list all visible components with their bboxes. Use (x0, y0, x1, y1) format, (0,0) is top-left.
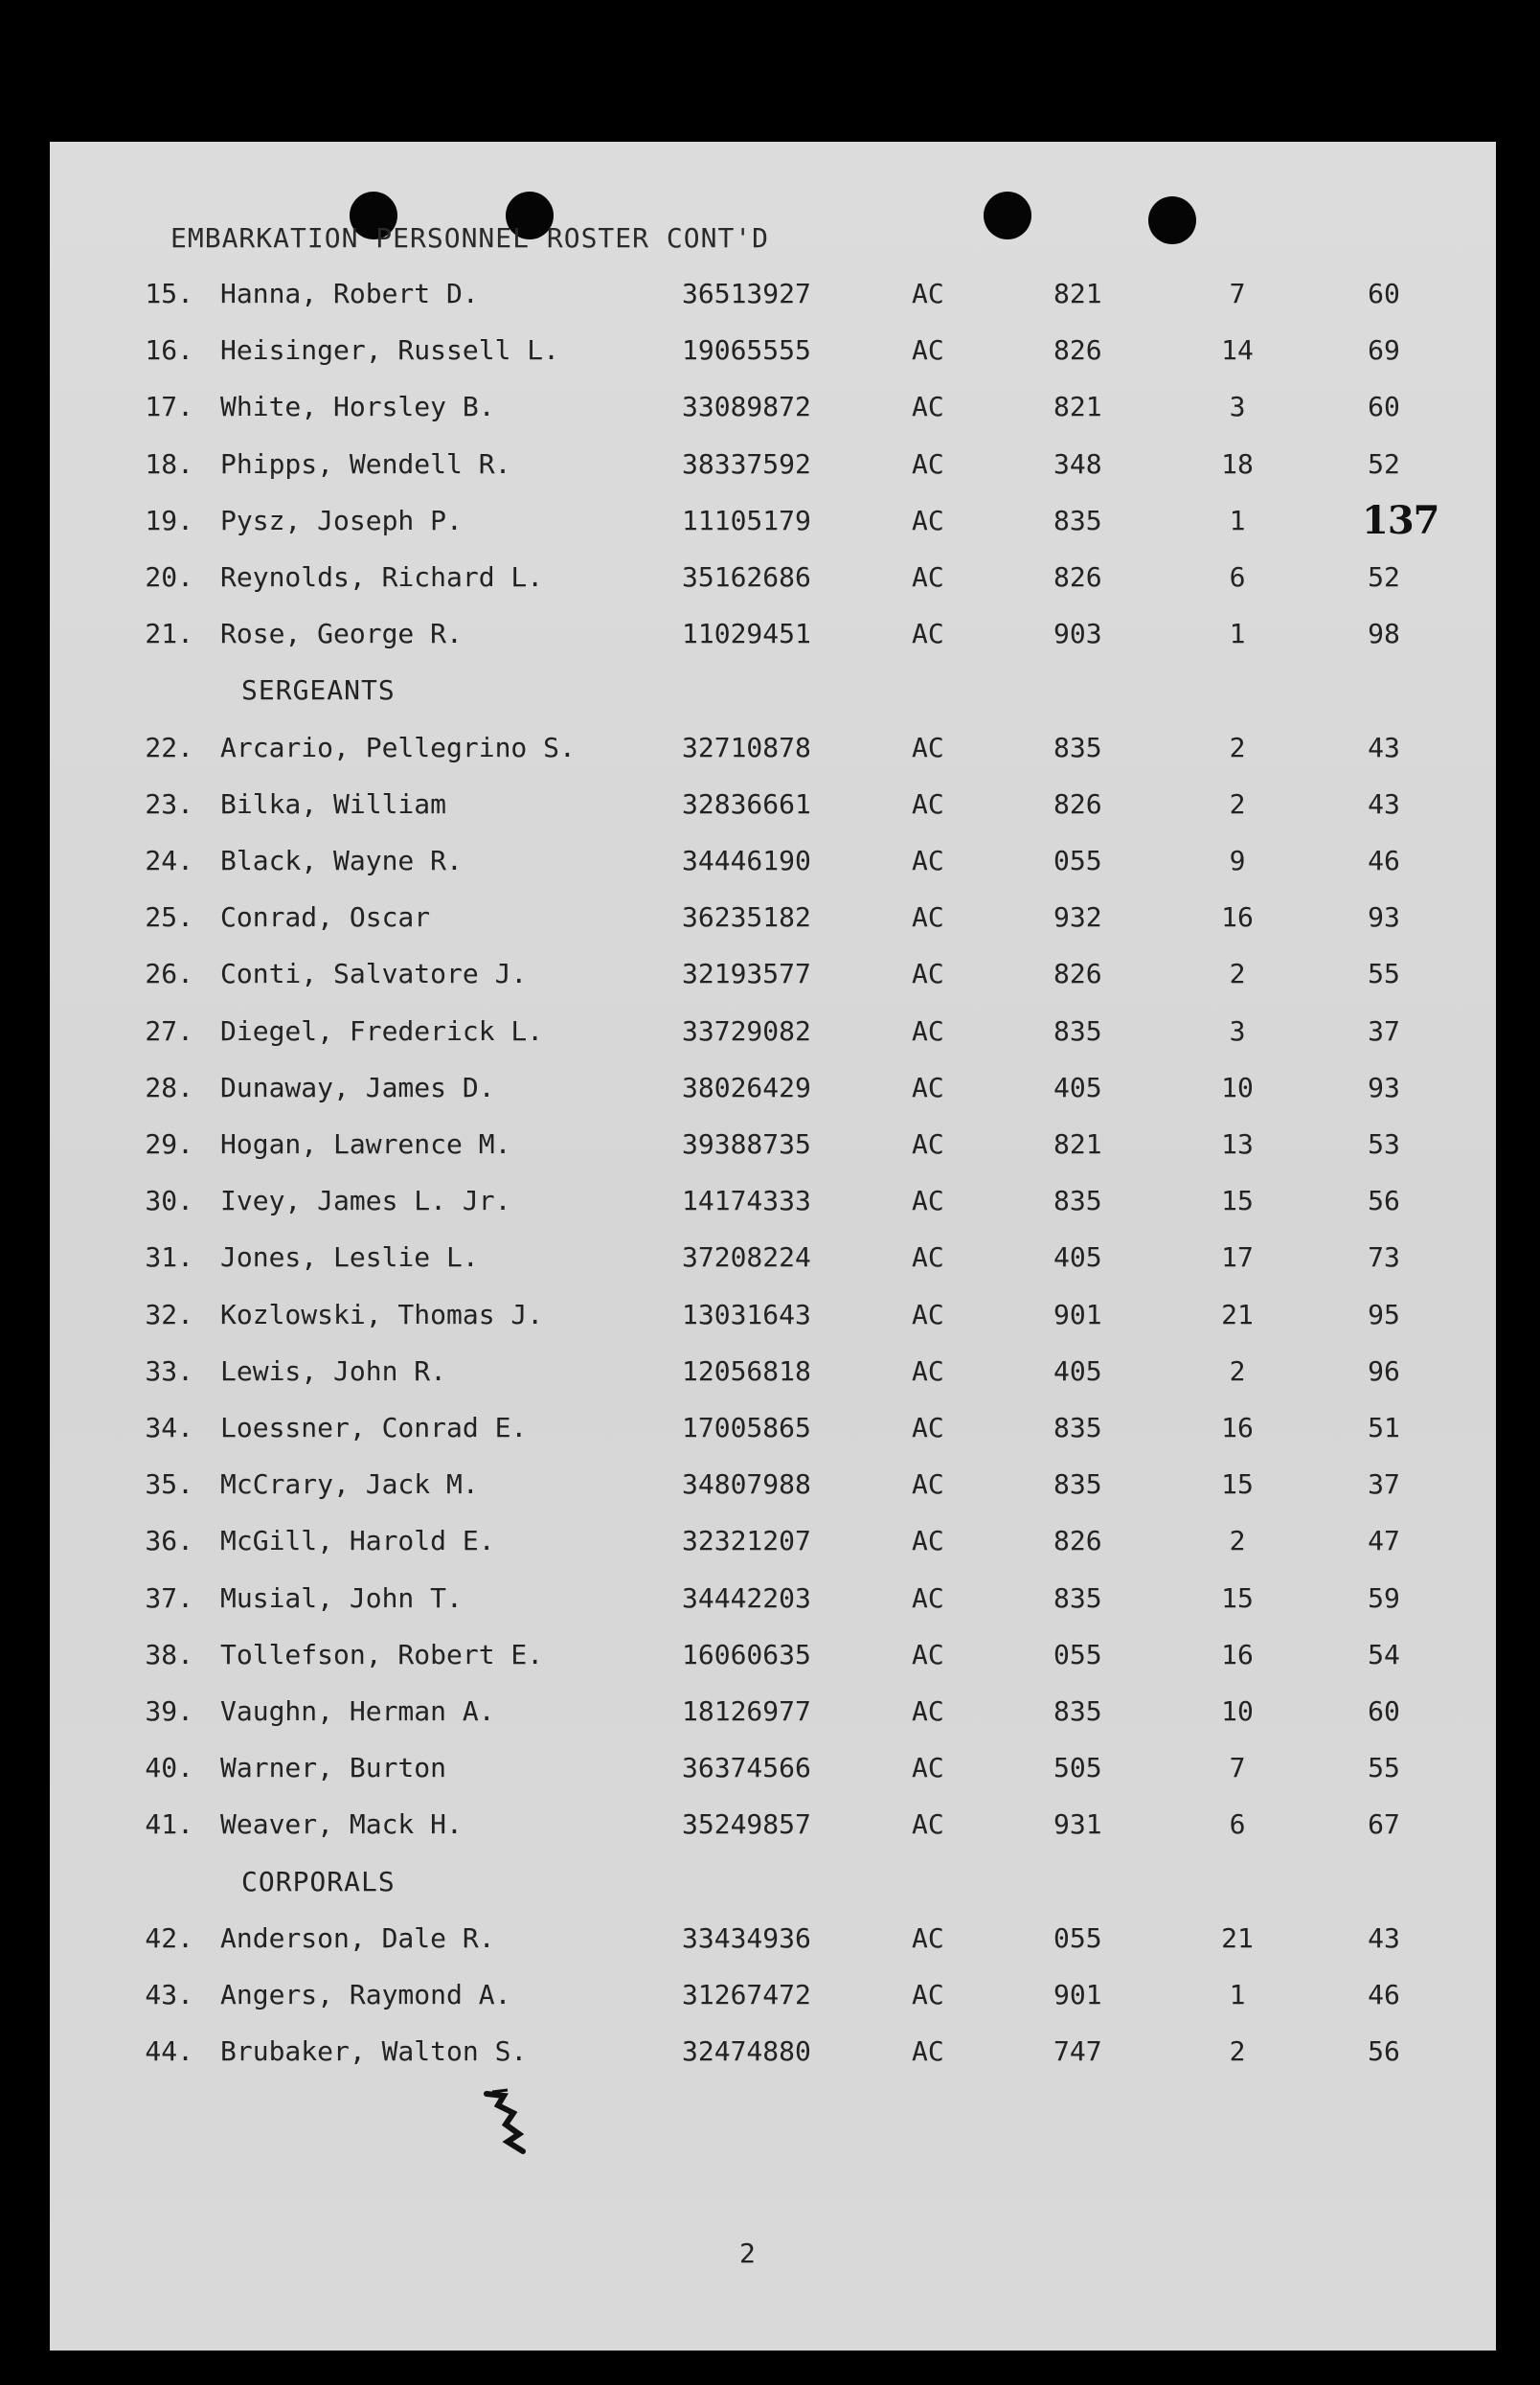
column-6-value: 54 (1368, 1638, 1400, 1670)
mos-code: 901 (1053, 1298, 1102, 1330)
soldier-name: Black, Wayne R. (220, 845, 463, 876)
column-6-value: 46 (1368, 1979, 1400, 2010)
mos-code: 405 (1053, 1071, 1102, 1103)
row-number: 28. (145, 1071, 193, 1103)
table-row (50, 1979, 1496, 2017)
column-5-value: 15 (1221, 1468, 1254, 1501)
soldier-name: Conti, Salvatore J. (220, 958, 528, 990)
mos-code: 931 (1053, 1808, 1102, 1841)
column-6-value: 55 (1368, 1752, 1400, 1784)
branch: AC (912, 278, 944, 309)
serial-number: 12056818 (682, 1354, 811, 1387)
column-6-value: 47 (1368, 1525, 1400, 1557)
row-number: 18. (145, 447, 193, 480)
column-5-value: 2 (1229, 787, 1246, 820)
serial-number: 34442203 (682, 1581, 811, 1614)
punch-hole (984, 192, 1031, 239)
mos-code: 348 (1053, 447, 1102, 480)
mos-code: 826 (1053, 334, 1102, 367)
row-number: 21. (145, 618, 193, 650)
table-row (50, 901, 1496, 940)
mos-code: 932 (1053, 901, 1102, 934)
serial-number: 35249857 (682, 1808, 811, 1841)
column-6-value: 60 (1368, 391, 1400, 423)
column-6-value: 95 (1368, 1298, 1400, 1330)
serial-number: 38026429 (682, 1071, 811, 1103)
serial-number: 36513927 (682, 278, 811, 309)
column-6-value: 96 (1368, 1354, 1400, 1387)
page-number: 2 (739, 2237, 756, 2269)
soldier-name: Tollefson, Robert E. (220, 1638, 544, 1670)
row-number: 41. (145, 1808, 193, 1841)
table-row (50, 1582, 1496, 1621)
soldier-name: Warner, Burton (220, 1752, 447, 1784)
row-number: 20. (145, 561, 193, 593)
branch: AC (912, 787, 944, 820)
branch: AC (912, 845, 944, 876)
table-row (50, 1128, 1496, 1167)
row-number: 33. (145, 1354, 193, 1387)
column-5-value: 21 (1221, 1921, 1254, 1954)
serial-number: 14174333 (682, 1185, 811, 1217)
column-5-value: 7 (1229, 278, 1246, 309)
row-number: 27. (145, 1014, 193, 1047)
row-number: 44. (145, 2035, 193, 2068)
table-row (50, 1185, 1496, 1223)
column-6-value: 46 (1368, 845, 1400, 876)
handwritten-mark (479, 2084, 536, 2161)
row-number: 43. (145, 1979, 193, 2010)
mos-code: 821 (1053, 391, 1102, 423)
mos-code: 835 (1053, 1468, 1102, 1501)
column-6-value: 53 (1368, 1128, 1400, 1160)
mos-code: 826 (1053, 787, 1102, 820)
column-5-value: 15 (1221, 1185, 1254, 1217)
mos-code: 055 (1053, 1921, 1102, 1954)
serial-number: 11105179 (682, 504, 811, 536)
row-number: 38. (145, 1638, 193, 1670)
row-number: 32. (145, 1298, 193, 1330)
row-number: 29. (145, 1128, 193, 1160)
table-row (50, 448, 1496, 487)
column-5-value: 6 (1229, 561, 1246, 593)
roster-page (50, 142, 1496, 2351)
column-5-value: 9 (1229, 845, 1246, 876)
row-number: 25. (145, 901, 193, 934)
column-5-value: 3 (1229, 1014, 1246, 1047)
column-6-value: 59 (1368, 1581, 1400, 1614)
soldier-name: Lewis, John R. (220, 1354, 447, 1387)
row-number: 37. (145, 1581, 193, 1614)
soldier-name: Vaughn, Herman A. (220, 1695, 495, 1727)
column-5-value: 2 (1229, 1354, 1246, 1387)
mos-code: 826 (1053, 958, 1102, 990)
serial-number: 32710878 (682, 731, 811, 763)
row-number: 19. (145, 504, 193, 536)
punch-hole (1148, 196, 1196, 244)
column-5-value: 1 (1229, 504, 1246, 536)
mos-code: 835 (1053, 731, 1102, 763)
column-5-value: 3 (1229, 391, 1246, 423)
table-row (50, 788, 1496, 827)
table-row (50, 1299, 1496, 1337)
row-number: 15. (145, 278, 193, 309)
column-5-value: 16 (1221, 901, 1254, 934)
column-6-value: 98 (1368, 618, 1400, 650)
table-row (50, 1922, 1496, 1961)
column-5-value: 2 (1229, 1525, 1246, 1557)
column-6-value: 73 (1368, 1241, 1400, 1274)
serial-number: 32321207 (682, 1525, 811, 1557)
soldier-name: Kozlowski, Thomas J. (220, 1298, 544, 1330)
row-number: 42. (145, 1921, 193, 1954)
soldier-name: Jones, Leslie L. (220, 1241, 479, 1274)
table-row (50, 505, 1496, 543)
column-5-value: 2 (1229, 958, 1246, 990)
serial-number: 36374566 (682, 1752, 811, 1784)
branch: AC (912, 1412, 944, 1443)
soldier-name: Phipps, Wendell R. (220, 447, 511, 480)
page-stamp: 137 (1362, 498, 1439, 543)
column-6-value: 37 (1368, 1468, 1400, 1501)
column-6-value: 55 (1368, 958, 1400, 990)
soldier-name: Diegel, Frederick L. (220, 1014, 544, 1047)
branch: AC (912, 901, 944, 934)
table-row (50, 1695, 1496, 1734)
mos-code: 835 (1053, 1695, 1102, 1727)
soldier-name: Bilka, William (220, 787, 447, 820)
column-6-value: 52 (1368, 447, 1400, 480)
mos-code: 055 (1053, 1638, 1102, 1670)
serial-number: 32193577 (682, 958, 811, 990)
mos-code: 821 (1053, 1128, 1102, 1160)
soldier-name: Loessner, Conrad E. (220, 1412, 528, 1443)
table-row (50, 1355, 1496, 1394)
branch: AC (912, 1298, 944, 1330)
mos-code: 835 (1053, 504, 1102, 536)
row-number: 23. (145, 787, 193, 820)
soldier-name: Brubaker, Walton S. (220, 2035, 528, 2068)
branch: AC (912, 1581, 944, 1614)
table-row (50, 1241, 1496, 1280)
section-heading-corporals (50, 1866, 1496, 1904)
table-row (50, 1639, 1496, 1677)
soldier-name: Rose, George R. (220, 618, 463, 650)
table-row (50, 1072, 1496, 1110)
row-number: 34. (145, 1412, 193, 1443)
column-5-value: 6 (1229, 1808, 1246, 1841)
table-row (50, 561, 1496, 600)
serial-number: 36235182 (682, 901, 811, 934)
table-row (50, 1015, 1496, 1054)
soldier-name: Heisinger, Russell L. (220, 334, 560, 367)
branch: AC (912, 1638, 944, 1670)
roster-header: EMBARKATION PERSONNEL ROSTER CONT'D (170, 222, 770, 254)
soldier-name: Weaver, Mack H. (220, 1808, 463, 1841)
branch: AC (912, 958, 944, 990)
table-row (50, 1525, 1496, 1563)
branch: AC (912, 1128, 944, 1160)
soldier-name: Angers, Raymond A. (220, 1979, 511, 2010)
column-6-value: 56 (1368, 2035, 1400, 2068)
table-row (50, 1808, 1496, 1847)
column-6-value: 43 (1368, 1921, 1400, 1954)
row-number: 16. (145, 334, 193, 367)
branch: AC (912, 1695, 944, 1727)
serial-number: 31267472 (682, 1979, 811, 2010)
column-5-value: 13 (1221, 1128, 1254, 1160)
row-number: 22. (145, 731, 193, 763)
column-6-value: 56 (1368, 1185, 1400, 1217)
mos-code: 405 (1053, 1354, 1102, 1387)
table-row (50, 732, 1496, 770)
branch: AC (912, 391, 944, 423)
soldier-name: Dunaway, James D. (220, 1071, 495, 1103)
soldier-name: McCrary, Jack M. (220, 1468, 479, 1501)
mos-code: 835 (1053, 1014, 1102, 1047)
column-5-value: 16 (1221, 1412, 1254, 1443)
section-label: CORPORALS (241, 1865, 396, 1897)
serial-number: 13031643 (682, 1298, 811, 1330)
column-6-value: 60 (1368, 1695, 1400, 1727)
serial-number: 33434936 (682, 1921, 811, 1954)
column-6-value: 60 (1368, 278, 1400, 309)
table-row (50, 958, 1496, 996)
column-5-value: 1 (1229, 1979, 1246, 2010)
column-5-value: 21 (1221, 1298, 1254, 1330)
table-row (50, 278, 1496, 316)
branch: AC (912, 1808, 944, 1841)
serial-number: 34446190 (682, 845, 811, 876)
mos-code: 826 (1053, 1525, 1102, 1557)
serial-number: 32474880 (682, 2035, 811, 2068)
column-5-value: 10 (1221, 1071, 1254, 1103)
column-6-value: 43 (1368, 731, 1400, 763)
branch: AC (912, 1752, 944, 1784)
column-6-value: 37 (1368, 1014, 1400, 1047)
column-5-value: 15 (1221, 1581, 1254, 1614)
soldier-name: Anderson, Dale R. (220, 1921, 495, 1954)
table-row (50, 1468, 1496, 1507)
serial-number: 33729082 (682, 1014, 811, 1047)
row-number: 39. (145, 1695, 193, 1727)
column-5-value: 1 (1229, 618, 1246, 650)
column-6-value: 67 (1368, 1808, 1400, 1841)
column-6-value: 69 (1368, 334, 1400, 367)
soldier-name: Arcario, Pellegrino S. (220, 731, 576, 763)
soldier-name: Ivey, James L. Jr. (220, 1185, 511, 1217)
branch: AC (912, 1071, 944, 1103)
table-row (50, 618, 1496, 656)
branch: AC (912, 504, 944, 536)
soldier-name: Musial, John T. (220, 1581, 463, 1614)
serial-number: 39388735 (682, 1128, 811, 1160)
serial-number: 37208224 (682, 1241, 811, 1274)
branch: AC (912, 1241, 944, 1274)
serial-number: 32836661 (682, 787, 811, 820)
soldier-name: Hanna, Robert D. (220, 278, 479, 309)
column-5-value: 14 (1221, 334, 1254, 367)
column-5-value: 16 (1221, 1638, 1254, 1670)
section-heading-sergeants (50, 674, 1496, 713)
column-6-value: 51 (1368, 1412, 1400, 1443)
serial-number: 11029451 (682, 618, 811, 650)
soldier-name: Conrad, Oscar (220, 901, 431, 934)
soldier-name: White, Horsley B. (220, 391, 495, 423)
row-number: 17. (145, 391, 193, 423)
column-5-value: 17 (1221, 1241, 1254, 1274)
branch: AC (912, 1014, 944, 1047)
mos-code: 835 (1053, 1581, 1102, 1614)
serial-number: 35162686 (682, 561, 811, 593)
column-5-value: 7 (1229, 1752, 1246, 1784)
column-5-value: 2 (1229, 2035, 1246, 2068)
column-5-value: 2 (1229, 731, 1246, 763)
mos-code: 821 (1053, 278, 1102, 309)
mos-code: 903 (1053, 618, 1102, 650)
serial-number: 18126977 (682, 1695, 811, 1727)
mos-code: 505 (1053, 1752, 1102, 1784)
branch: AC (912, 1525, 944, 1557)
table-row (50, 334, 1496, 373)
mos-code: 901 (1053, 1979, 1102, 2010)
serial-number: 33089872 (682, 391, 811, 423)
row-number: 36. (145, 1525, 193, 1557)
branch: AC (912, 731, 944, 763)
mos-code: 835 (1053, 1412, 1102, 1443)
column-5-value: 18 (1221, 447, 1254, 480)
branch: AC (912, 1185, 944, 1217)
serial-number: 19065555 (682, 334, 811, 367)
soldier-name: Hogan, Lawrence M. (220, 1128, 511, 1160)
mos-code: 835 (1053, 1185, 1102, 1217)
branch: AC (912, 1354, 944, 1387)
soldier-name: McGill, Harold E. (220, 1525, 495, 1557)
table-row (50, 1752, 1496, 1790)
soldier-name: Pysz, Joseph P. (220, 504, 463, 536)
branch: AC (912, 1979, 944, 2010)
column-5-value: 10 (1221, 1695, 1254, 1727)
branch: AC (912, 618, 944, 650)
column-6-value: 93 (1368, 1071, 1400, 1103)
column-6-value: 43 (1368, 787, 1400, 820)
row-number: 40. (145, 1752, 193, 1784)
serial-number: 16060635 (682, 1638, 811, 1670)
branch: AC (912, 561, 944, 593)
branch: AC (912, 334, 944, 367)
row-number: 26. (145, 958, 193, 990)
mos-code: 405 (1053, 1241, 1102, 1274)
mos-code: 055 (1053, 845, 1102, 876)
serial-number: 17005865 (682, 1412, 811, 1443)
row-number: 35. (145, 1468, 193, 1501)
branch: AC (912, 447, 944, 480)
soldier-name: Reynolds, Richard L. (220, 561, 544, 593)
mos-code: 747 (1053, 2035, 1102, 2068)
table-row (50, 2035, 1496, 2074)
table-row (50, 1412, 1496, 1450)
branch: AC (912, 2035, 944, 2068)
column-6-value: 52 (1368, 561, 1400, 593)
serial-number: 38337592 (682, 447, 811, 480)
row-number: 24. (145, 845, 193, 876)
row-number: 31. (145, 1241, 193, 1274)
mos-code: 826 (1053, 561, 1102, 593)
column-6-value: 93 (1368, 901, 1400, 934)
branch: AC (912, 1468, 944, 1501)
table-row (50, 845, 1496, 883)
table-row (50, 391, 1496, 429)
branch: AC (912, 1921, 944, 1954)
section-label: SERGEANTS (241, 674, 396, 707)
serial-number: 34807988 (682, 1468, 811, 1501)
row-number: 30. (145, 1185, 193, 1217)
